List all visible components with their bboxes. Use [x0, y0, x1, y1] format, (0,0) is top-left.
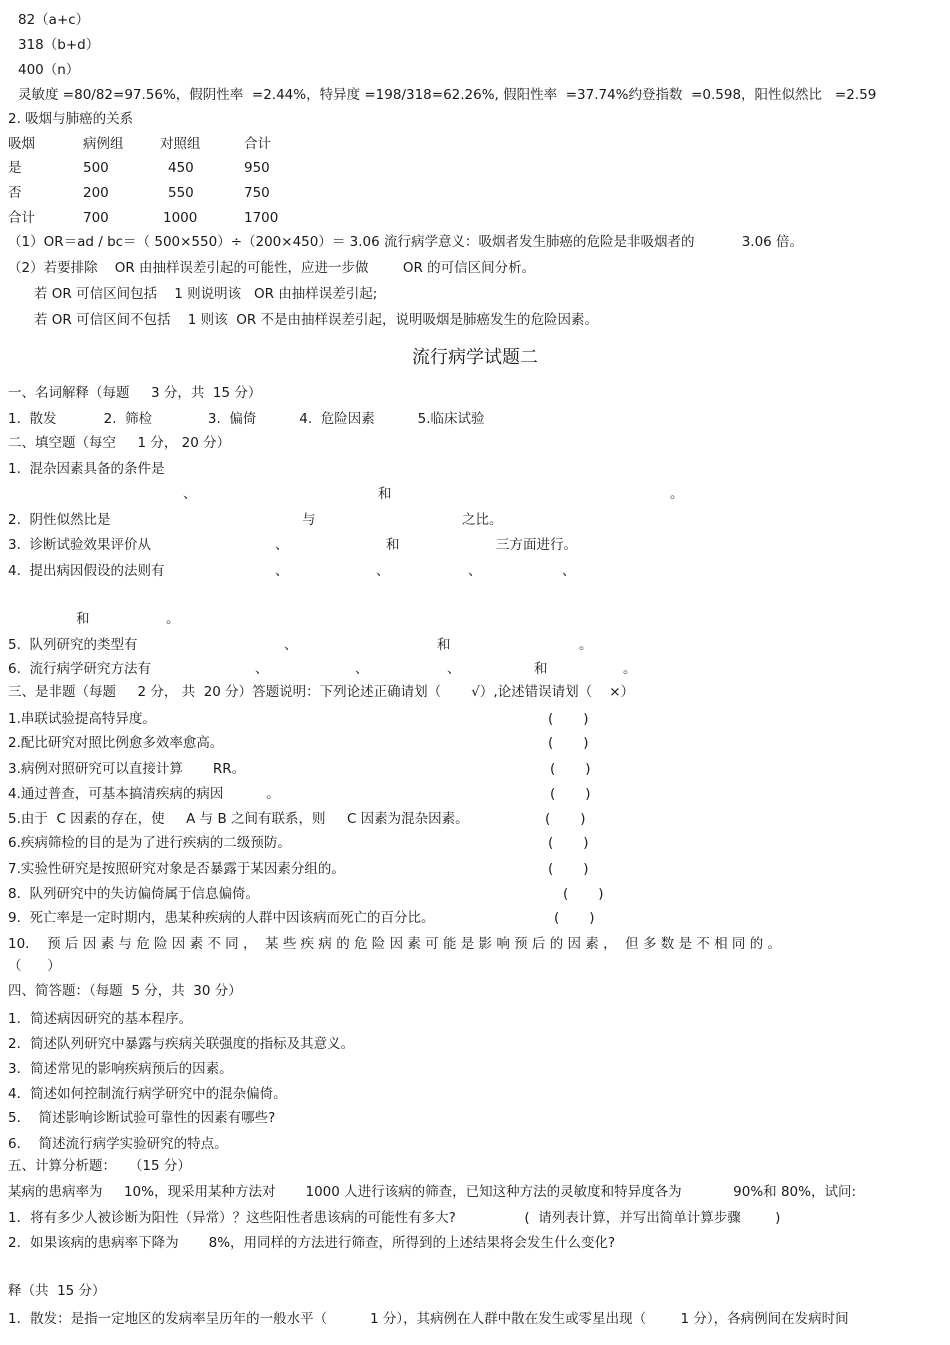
fill-separator: 。: [623, 661, 637, 677]
fill-separator: 、: [468, 563, 482, 579]
answer-paren: ( ): [563, 886, 604, 902]
answer-section-heading: 释（共 15 分）: [8, 1283, 106, 1299]
answer-paren: ( ): [550, 761, 591, 777]
fill-separator: 、: [355, 661, 369, 677]
fill-question: 2. 阴性似然比是: [8, 512, 111, 528]
answer-line: 400（n）: [18, 62, 80, 78]
fill-separator: 、: [284, 637, 298, 653]
fill-separator: 、: [562, 563, 576, 579]
table-cell: 否: [8, 185, 22, 201]
answer-paren: ( ): [550, 786, 591, 802]
table-cell: 700: [83, 210, 109, 226]
answer-line: 2. 吸烟与肺癌的关系: [8, 111, 134, 127]
true-false-item: 6.疾病筛检的目的是为了进行疾病的二级预防。: [8, 835, 291, 851]
table-cell: 1000: [163, 210, 198, 226]
fill-question: 6. 流行病学研究方法有: [8, 661, 151, 677]
true-false-item: 2.配比研究对照比例愈多效率愈高。: [8, 735, 224, 751]
table-cell: 合计: [8, 210, 35, 226]
true-false-item: 4.通过普查，可基本搞清疾病的病因 。: [8, 786, 280, 802]
section-heading: 三、是非题（每题 2 分， 共 20 分）答题说明：下列论述正确请划（ √）,论述错误请划（ ×）: [8, 684, 635, 700]
fill-question: 3. 诊断试验效果评价从: [8, 537, 151, 553]
short-answer-item: 6． 简述流行病学实验研究的特点。: [8, 1136, 228, 1152]
fill-separator: 和: [534, 661, 548, 677]
term-list: 1. 散发 2. 筛检 3. 偏倚 4. 危险因素 5.临床试验: [8, 411, 485, 427]
fill-separator: 、: [275, 537, 289, 553]
answer-paren: ( ): [548, 861, 589, 877]
table-cell: 550: [168, 185, 194, 201]
true-false-item: 8. 队列研究中的失访偏倚属于信息偏倚。: [8, 886, 259, 902]
answer-paren: ( ): [554, 910, 595, 926]
answer-paren: （ ）: [8, 958, 61, 974]
fill-separator: 、: [275, 563, 289, 579]
calc-question: 1．将有多少人被诊断为阳性（异常）？这些阳性者患该病的可能性有多大? ( 请列表计算，并写出简单计算步骤 ): [8, 1210, 781, 1226]
table-cell: 750: [244, 185, 270, 201]
calc-question: 某病的患病率为 10%，现采用某种方法对 1000 人进行该病的筛查，已知这种方法的灵敏度和特异度各为 90%和 80%，试问:: [8, 1184, 856, 1200]
true-false-item: 10． 预 后 因 素 与 危 险 因 素 不 同 ， 某 些 疾 病 的 危 险 因 素 可 能 是 影 响 预 后 的 因 素 ， 但 多 数 是 不 相 同 的 。: [8, 936, 781, 952]
fill-separator: 。: [670, 486, 684, 502]
true-false-item: 7.实验性研究是按照研究对象是否暴露于某因素分组的。: [8, 861, 345, 877]
table-header: 对照组: [160, 136, 201, 152]
fill-question: 5. 队列研究的类型有: [8, 637, 138, 653]
short-answer-item: 2．简述队列研究中暴露与疾病关联强度的指标及其意义。: [8, 1036, 355, 1052]
true-false-item: 5.由于 C 因素的存在，使 A 与 B 之间有联系，则 C 因素为混杂因素。: [8, 811, 469, 827]
short-answer-item: 3．简述常见的影响疾病预后的因素。: [8, 1061, 233, 1077]
table-cell: 450: [168, 160, 194, 176]
fill-separator: 与: [302, 512, 316, 528]
fill-separator: 之比。: [462, 512, 503, 528]
fill-separator: 和: [378, 486, 392, 502]
section-heading: 五、计算分析题： （15 分）: [8, 1158, 191, 1174]
answer-paren: ( ): [548, 835, 589, 851]
fill-separator: 和: [386, 537, 400, 553]
short-answer-item: 1．简述病因研究的基本程序。: [8, 1011, 193, 1027]
fill-separator: 、: [447, 661, 461, 677]
table-header: 合计: [244, 136, 271, 152]
true-false-item: 3.病例对照研究可以直接计算 RR。: [8, 761, 246, 777]
fill-separator: 、: [183, 486, 197, 502]
answer-line: 82（a+c）: [18, 12, 90, 28]
fill-separator: 和: [76, 611, 90, 627]
table-cell: 200: [83, 185, 109, 201]
section-heading: 四、简答题：（每题 5 分，共 30 分）: [8, 983, 242, 999]
calc-question: 2．如果该病的患病率下降为 8%，用同样的方法进行筛查，所得到的上述结果将会发生什么变化?: [8, 1235, 616, 1251]
answer-paren: ( ): [548, 735, 589, 751]
short-answer-item: 4．简述如何控制流行病学研究中的混杂偏倚。: [8, 1086, 287, 1102]
fill-separator: 。: [579, 637, 593, 653]
table-header: 吸烟: [8, 136, 35, 152]
or-answer: （2）若要排除 OR 由抽样误差引起的可能性，应进一步做 OR 的可信区间分析。: [8, 260, 536, 276]
section-heading: 二、填空题（每空 1 分， 20 分）: [8, 435, 231, 451]
answer-paren: ( ): [548, 711, 589, 727]
fill-separator: 。: [166, 611, 180, 627]
answer-line: 318（b+d）: [18, 37, 100, 53]
true-false-item: 1.串联试验提高特异度。: [8, 711, 156, 727]
fill-separator: 和: [437, 637, 451, 653]
page-title: 流行病学试题二: [412, 347, 538, 368]
short-answer-item: 5． 简述影响诊断试验可靠性的因素有哪些?: [8, 1110, 276, 1126]
table-cell: 950: [244, 160, 270, 176]
section-heading: 一、名词解释（每题 3 分，共 15 分）: [8, 385, 262, 401]
or-answer: 若 OR 可信区间包括 1 则说明该 OR 由抽样误差引起;: [34, 286, 378, 302]
fill-separator: 、: [255, 661, 269, 677]
or-answer: （1）OR＝ad / bc＝（ 500×550）÷（200×450）＝ 3.06 流行病学意义：吸烟者发生肺癌的危险是非吸烟者的 3.06 倍。: [8, 234, 804, 250]
fill-question: 1. 混杂因素具备的条件是: [8, 461, 165, 477]
fill-question: 4. 提出病因假设的法则有: [8, 563, 165, 579]
answer-line: 灵敏度 =80/82=97.56%，假阴性率 =2.44%，特异度 =198/318=62.26%, 假阳性率 =37.74%约登指数 =0.598，阳性似然比 =2.59: [18, 87, 877, 103]
or-answer: 若 OR 可信区间不包括 1 则该 OR 不是由抽样误差引起，说明吸烟是肺癌发生的危险因素。: [34, 312, 599, 328]
answer-paren: ( ): [545, 811, 586, 827]
table-cell: 1700: [244, 210, 279, 226]
table-cell: 是: [8, 160, 22, 176]
answer-line: 1．散发：是指一定地区的发病率呈历年的一般水平（ 1 分），其病例在人群中散在发生或零星出现（ 1 分），各病例间在发病时间: [8, 1311, 849, 1327]
table-cell: 500: [83, 160, 109, 176]
fill-separator: 三方面进行。: [496, 537, 577, 553]
table-header: 病例组: [83, 136, 124, 152]
true-false-item: 9. 死亡率是一定时期内，患某种疾病的人群中因该病而死亡的百分比。: [8, 910, 435, 926]
fill-separator: 、: [376, 563, 390, 579]
